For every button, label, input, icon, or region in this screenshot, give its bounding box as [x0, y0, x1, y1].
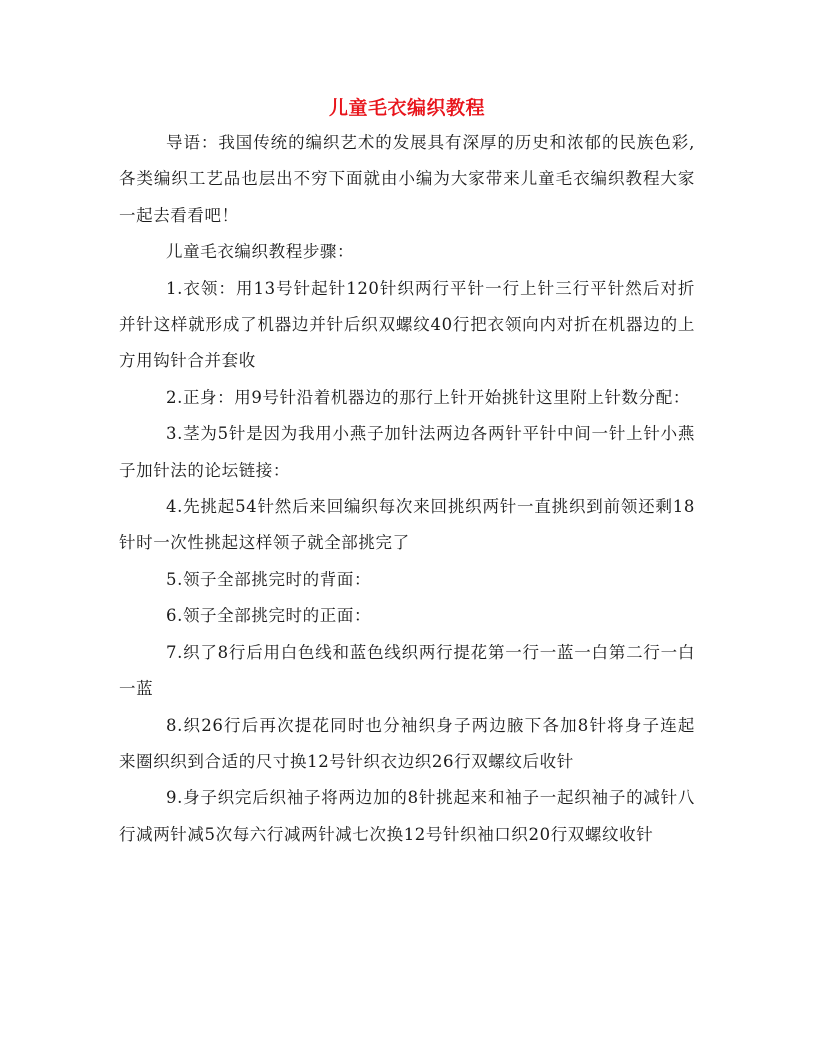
- step-7-jacquard: 7.织了8行后用白色线和蓝色线织两行提花第一行一蓝一白第二行一白一蓝: [119, 642, 695, 699]
- document-body: [119, 90, 695, 853]
- step-6-collar-front: 6.领子全部挑完时的正面：: [166, 606, 372, 626]
- document-title: 儿童毛衣编织教程: [328, 97, 485, 119]
- step-2-body: 2.正身：用9号针沿着机器边的那行上针开始挑针这里附上针数分配：: [166, 387, 690, 407]
- steps-heading: 儿童毛衣编织教程步骤：: [166, 242, 355, 262]
- intro-paragraph: 导语：我国传统的编织艺术的发展具有深厚的历史和浓郁的民族色彩,各类编织工艺品也层出不穷下面就由小编为大家带来儿童毛衣编织教程大家一起去看看吧！: [119, 133, 695, 225]
- step-4-pickup: 4.先挑起54针然后来回编织每次来回挑织两针一直挑织到前领还剩18针时一次性挑起这样领子就全部挑完了: [119, 497, 695, 553]
- step-8-body-round: 8.织26行后再次提花同时也分袖织身子两边腋下各加8针将身子连起来圈织织到合适的尺寸换12号针织衣边织26行双螺纹后收针: [119, 715, 695, 771]
- step-5-collar-back: 5.领子全部挑完时的背面：: [166, 569, 372, 589]
- step-3-stem: 3.茎为5针是因为我用小燕子加针法两边各两针平针中间一针上针小燕子加针法的论坛链接：: [119, 424, 695, 480]
- step-1-collar: 1.衣领：用13号针起针120针织两行平针一行上针三行平针然后对折并针这样就形成了机器边并针后织双螺纹40行把衣领向内对折在机器边的上方用钩针合并套收: [119, 278, 695, 371]
- step-9-sleeves: 9.身子织完后织袖子将两边加的8针挑起来和袖子一起织袖子的减针八行减两针减5次每六行减两针减七次换12号针织袖口织20行双螺纹收针: [119, 788, 695, 844]
